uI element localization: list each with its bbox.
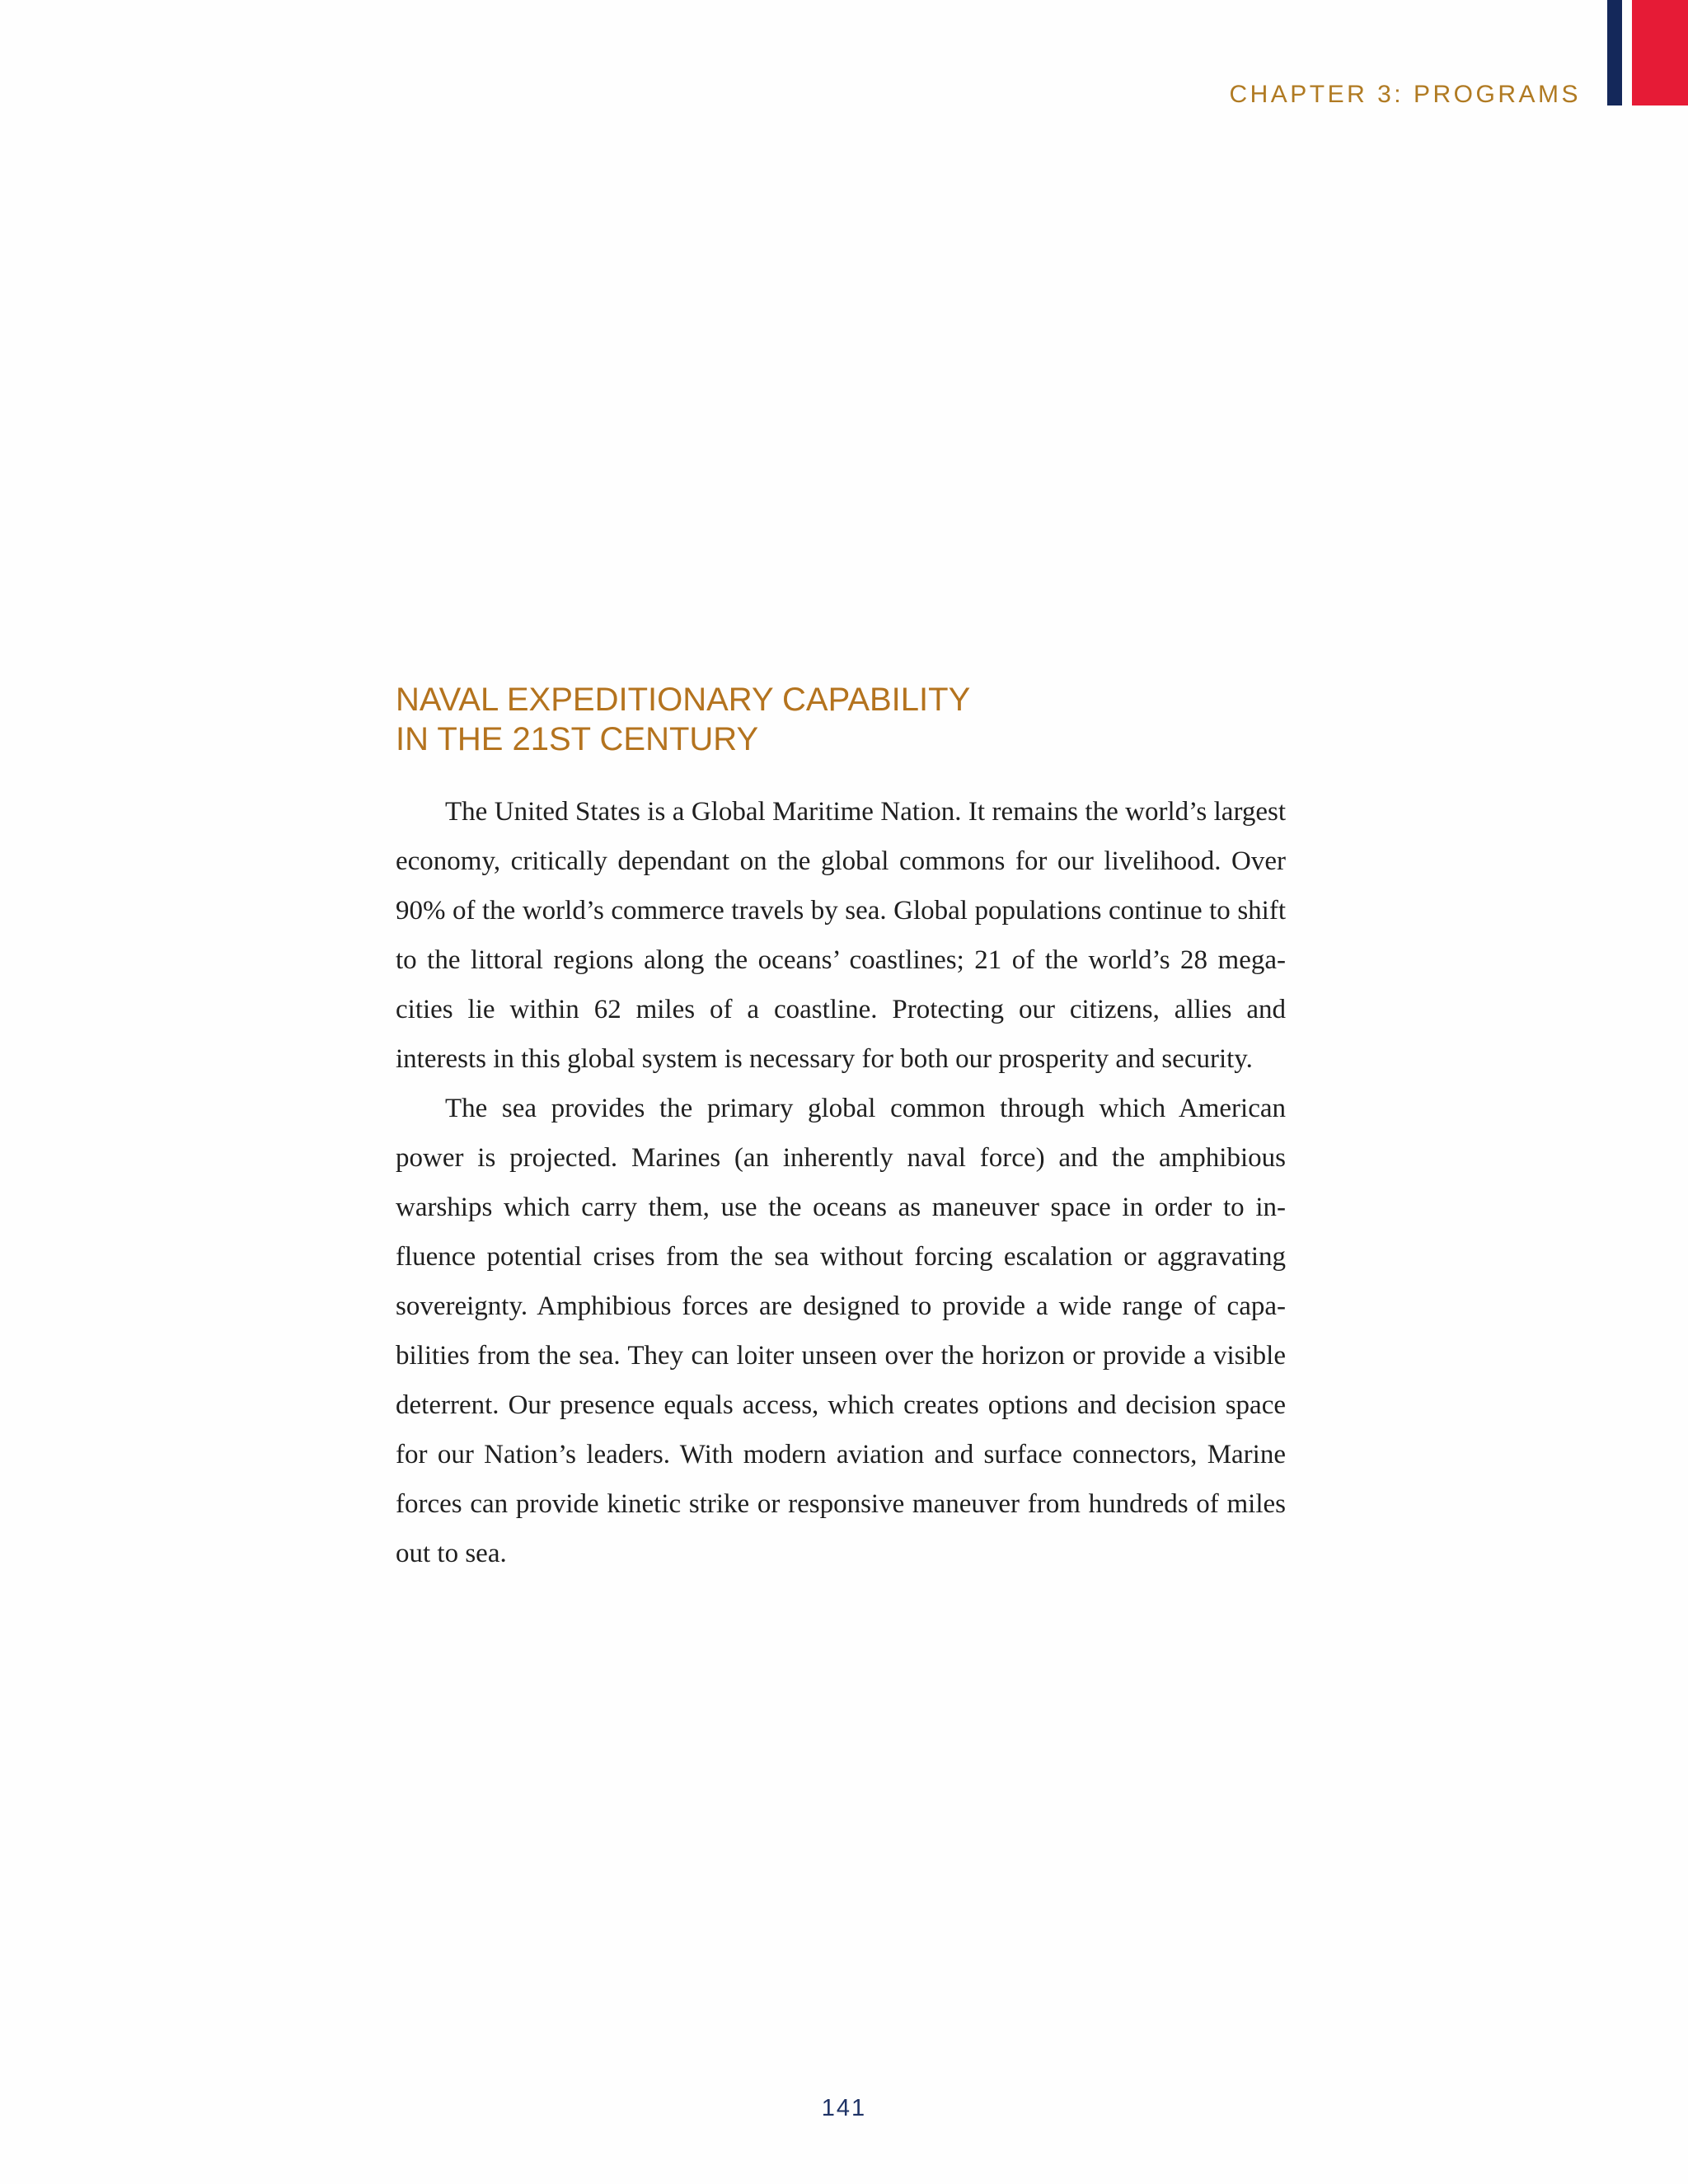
chapter-running-header: CHAPTER 3: PROGRAMS — [1229, 81, 1581, 108]
section-title — [396, 680, 970, 759]
section-title-line-2: IN THE 21ST CENTURY — [396, 721, 759, 757]
section-title-line-1: NAVAL EXPEDITIONARY CAPABILITY — [396, 682, 971, 718]
body-paragraph-1: The United States is a Global Maritime Nation. It remains the world’s largest economy, critically dependant on the global commons for our livelihood. Over 90% of the world’s commerce travels by sea. Global populations continue to shift to the littoral regions along the oceans’ coastlines; 21 of the world’s 28 mega-cities lie within 62 miles of a coastline. Protecting our citizens, allies and interests in this global system is necessary for both our prosperity and security. — [396, 797, 1286, 1074]
chapter-tab-navy — [1607, 0, 1622, 105]
body-paragraph-2: The sea provides the primary global common through which American power is projected. Marines (an inherently naval force) and the amphibious warships which carry them, use the oceans as maneuver space in order to influence potential crises from the sea without forcing escalation or aggravating sovereignty. Amphibious forces are designed to provide a wide range of capabilities from the sea. They can loiter unseen over the horizon or provide a visible deterrent. Our presence equals access, which creates options and decision space for our Nation’s leaders. With modern aviation and surface connectors, Marine forces can provide kinetic strike or responsive maneuver from hundreds of miles out to sea. — [396, 1094, 1286, 1568]
page-number: 141 — [821, 2095, 867, 2121]
chapter-tab-red — [1632, 0, 1688, 105]
body-text — [396, 787, 1286, 1578]
